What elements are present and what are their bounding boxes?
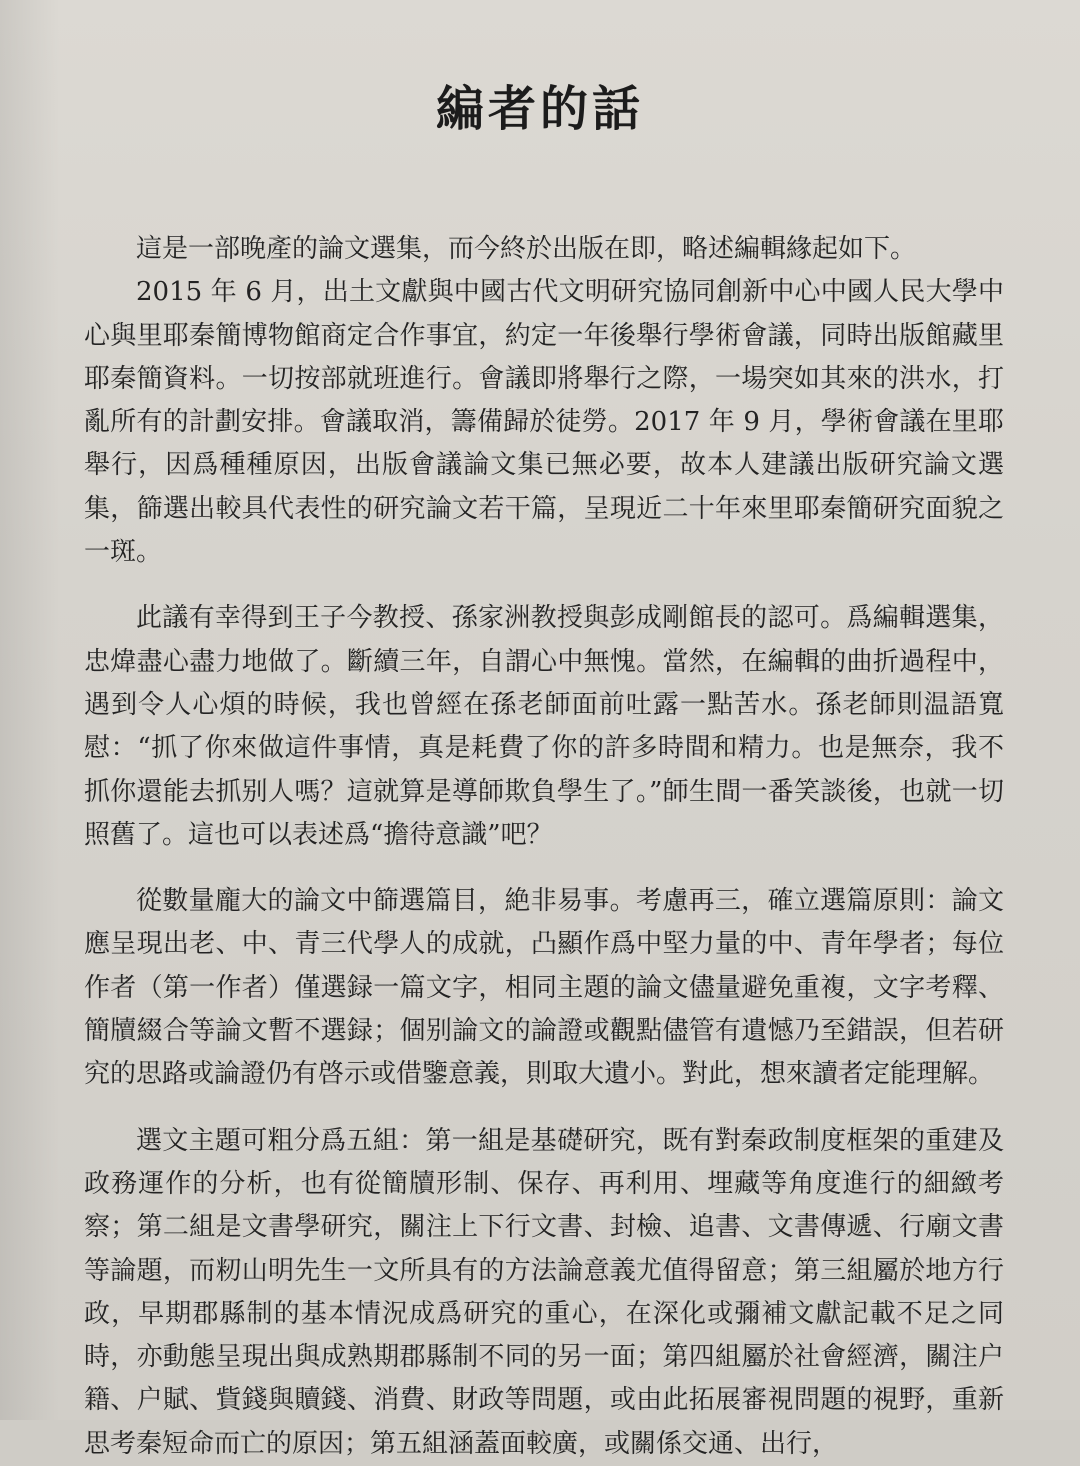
- paragraph-topic-groups: 選文主題可粗分爲五組：第一組是基礎研究，既有對秦政制度框架的重建及政務運作的分析，也有從簡牘形制、保存、再利用、埋藏等角度進行的細緻考察；第二組是文書學研究，關注上下行文書、封檢、追書、文書傳遞、行廟文書等論題，而籾山明先生一文所具有的方法論意義尤值得留意；第三組屬於地方行政，早期郡縣制的基本情況成爲研究的重心，在深化或彌補文獻記載不足之同時，亦動態呈現出與成熟期郡縣制不同的另一面；第四組屬於社會經濟，關注户籍、户賦、貲錢與贖錢、消費、財政等問題，或由此拓展審視問題的視野，重新思考秦短命而亡的原因；第五組涵蓋面較廣，或關係交通、出行，: [84, 1125, 1004, 1459]
- paragraph-selection-principles: 從數量龐大的論文中篩選篇目，絶非易事。考慮再三，確立選篇原則：論文應呈現出老、中、青三代學人的成就，凸顯作爲中堅力量的中、青年學者；每位作者（第一作者）僅選録一篇文字，相同主題的論文儘量避免重複，文字考釋、簡牘綴合等論文暫不選録；個别論文的論證或觀點儘管有遺憾乃至錯誤，但若研究的思路或論證仍有啓示或借鑒意義，則取大遺小。對此，想來讀者定能理解。: [84, 886, 1004, 1090]
- page-title: 編者的話: [435, 81, 644, 137]
- paragraph-gap: [84, 1097, 1004, 1120]
- page-gutter-shadow: [0, 0, 60, 1420]
- paragraph-origin: 2015 年 6 月，出土文獻與中國古代文明研究協同創新中心中國人民大學中心與里耶秦簡博物館商定合作事宜，約定一年後舉行學術會議，同時出版館藏里耶秦簡資料。一切按部就班進行。會議即將舉行之際，一場突如其來的洪水，打亂所有的計劃安排。會議取消，籌備歸於徒勞。2017 年 9 月，學術會議在里耶舉行，因爲種種原因，出版會議論文集已無必要，故本人建議出版研究論文選集，篩選出較具代表性的研究論文若干篇，呈現近二十年來里耶秦簡研究面貌之一斑。: [84, 277, 1004, 568]
- body-text: [84, 228, 1004, 1466]
- paragraph-gap: [84, 857, 1004, 880]
- paragraph-gap: [84, 574, 1004, 597]
- paragraph-acknowledgement: 此議有幸得到王子今教授、孫家洲教授與彭成剛館長的認可。爲編輯選集，忠煒盡心盡力地做了。斷續三年，自謂心中無愧。當然，在編輯的曲折過程中，遇到令人心煩的時候，我也曾經在孫老師面前吐露一點苦水。孫老師則温語寬慰：“抓了你來做這件事情，真是耗費了你的許多時間和精力。也是無奈，我不抓你還能去抓别人嗎？這就算是導師欺負學生了。”師生間一番笑談後，也就一切照舊了。這也可以表述爲“擔待意識”吧？: [84, 603, 1004, 850]
- paragraph-intro: 這是一部晚產的論文選集，而今終於出版在即，略述編輯緣起如下。: [136, 234, 917, 264]
